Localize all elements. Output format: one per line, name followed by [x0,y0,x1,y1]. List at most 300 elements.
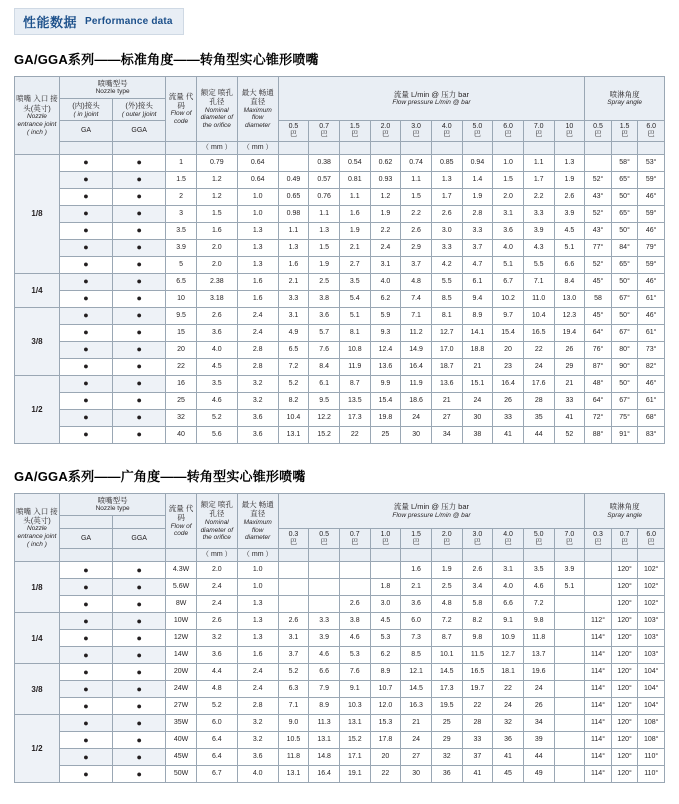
cell-flow-1.5: 3.5 [339,273,370,290]
th2-max-flow-diameter: 最大 畅通 直径 Maximum flow diameter [237,493,278,549]
table-row [15,579,665,596]
cell-flow-4.0: 3.3 [431,239,462,256]
cell-angle-0.3 [585,562,612,579]
cell-code: 25 [166,392,197,409]
table-row [15,409,665,426]
cell-flow-1.5: 30 [401,766,432,783]
cell-angle-0.3: 114° [585,766,612,783]
cell-flow-6.0: 16.4 [493,375,524,392]
cell-flow-0.7: 9.5 [309,392,340,409]
cell-flow-5.0: 4.7 [462,256,493,273]
cell-angle-0.7: 120° [611,579,638,596]
cell-code: 22 [166,358,197,375]
th-a-1: 1.5 巴 [611,121,638,141]
cell-flow-1.0: 17.8 [370,732,401,749]
cell-flow-3.0: 8.2 [462,613,493,630]
cell-gga-dot: ● [113,596,166,613]
table-row [15,341,665,358]
cell-ga-dot: ● [59,664,112,681]
cell-ga-dot: ● [59,188,112,205]
cell-ga-dot: ● [59,732,112,749]
cell-angle-6.0: 46° [638,188,665,205]
cell-gga-dot: ● [113,392,166,409]
cell-flow-3.0: 4.8 [401,273,432,290]
row-group-entrance: 1/8 [15,154,60,273]
cell-ga-dot: ● [59,239,112,256]
cell-flow-2.0: 10.1 [431,647,462,664]
cell-ga-dot: ● [59,222,112,239]
cell-gga-dot: ● [113,562,166,579]
cell-flow-0.5: 3.9 [309,630,340,647]
cell-flow-10: 4.5 [554,222,585,239]
th-ga: GA [59,121,112,141]
cell-flow-7.0: 2.2 [523,188,554,205]
cell-flow-0.5: 2.1 [278,273,309,290]
cell-flow-7.0: 24 [523,358,554,375]
cell-flow-0.5: 4.6 [309,647,340,664]
cell-code: 3.9 [166,239,197,256]
cell-flow-10: 1.3 [554,154,585,171]
cell-angle-1.5: 67° [611,324,638,341]
cell-flow-3.0: 2.2 [401,205,432,222]
cell-code: 45W [166,749,197,766]
cell-flow-0.7: 17.1 [339,749,370,766]
th2-p-9: 7.0 巴 [554,528,585,548]
cell-gga-dot: ● [113,664,166,681]
th2-flow-code: 流量 代码 Flow of code [166,493,197,549]
cell-ga-dot: ● [59,324,112,341]
cell-angle-6.0: 83° [638,426,665,443]
table-standard-angle-body [15,154,665,443]
cell-maxflow: 3.2 [237,392,278,409]
th-gga: GGA [113,121,166,141]
cell-nominal: 2.4 [196,596,237,613]
row-group-entrance: 1/2 [15,715,60,783]
cell-flow-0.7: 8.4 [309,358,340,375]
cell-flow-1.5: 1.1 [339,188,370,205]
cell-flow-0.5: 13.1 [278,426,309,443]
cell-gga-dot: ● [113,766,166,783]
cell-nominal: 4.0 [196,341,237,358]
row-group-entrance: 1/8 [15,562,60,613]
cell-flow-1.5: 8.7 [339,375,370,392]
th2-a-2: 6.0 巴 [638,528,665,548]
cell-gga-dot: ● [113,613,166,630]
th2-p-7: 4.0 巴 [493,528,524,548]
cell-gga-dot: ● [113,375,166,392]
cell-angle-6.0: 103° [638,630,665,647]
cell-gga-dot: ● [113,171,166,188]
cell-angle-1.5: 90° [611,358,638,375]
cell-ga-dot: ● [59,171,112,188]
banner-title-en: Performance data [85,16,173,27]
cell-flow-7.0: 35 [523,409,554,426]
th2-p-1: 0.5 巴 [309,528,340,548]
cell-flow-6.0: 23 [493,358,524,375]
cell-angle-1.5: 58° [611,154,638,171]
cell-ga-dot: ● [59,341,112,358]
cell-flow-2.0: 2.5 [431,579,462,596]
cell-flow-0.5: 14.8 [309,749,340,766]
cell-code: 15 [166,324,197,341]
cell-flow-1.5: 27 [401,749,432,766]
cell-flow-2.0: 0.62 [370,154,401,171]
th-inner-joint: (内)接头 ( in )joint [59,99,112,121]
cell-flow-1.5: 1.9 [339,222,370,239]
cell-flow-4.0: 13.6 [431,375,462,392]
table-row [15,324,665,341]
cell-flow-5.0: 9.8 [523,613,554,630]
cell-flow-1.0: 12.0 [370,698,401,715]
cell-maxflow: 4.0 [237,766,278,783]
cell-flow-0.7: 10.3 [339,698,370,715]
cell-flow-10: 2.6 [554,188,585,205]
cell-code: 12W [166,630,197,647]
table-row [15,358,665,375]
cell-gga-dot: ● [113,647,166,664]
cell-angle-6.0: 104° [638,664,665,681]
table-row [15,171,665,188]
cell-flow-7.0: 17.6 [523,375,554,392]
cell-flow-4.0: 12.7 [431,324,462,341]
table-row [15,205,665,222]
cell-flow-5.0: 44 [523,749,554,766]
th-p-7: 6.0 巴 [493,121,524,141]
cell-angle-0.5: 45° [585,307,612,324]
th2-p-2: 0.7 巴 [339,528,370,548]
cell-code: 4.3W [166,562,197,579]
cell-flow-10: 52 [554,426,585,443]
cell-maxflow: 1.3 [237,630,278,647]
cell-angle-6.0: 103° [638,613,665,630]
cell-maxflow: 2.8 [237,341,278,358]
cell-maxflow: 2.8 [237,698,278,715]
table-row [15,188,665,205]
cell-flow-10: 5.1 [554,239,585,256]
cell-angle-0.7: 120° [611,664,638,681]
cell-flow-1.5: 2.7 [339,256,370,273]
cell-maxflow: 1.3 [237,596,278,613]
cell-flow-3.0: 41 [462,766,493,783]
table-row [15,426,665,443]
cell-flow-1.5: 7.3 [401,630,432,647]
cell-flow-7.0: 3.9 [554,562,585,579]
cell-gga-dot: ● [113,749,166,766]
cell-nominal: 4.8 [196,681,237,698]
cell-flow-6.0: 20 [493,341,524,358]
cell-flow-3.0: 18.6 [401,392,432,409]
cell-flow-6.0: 2.0 [493,188,524,205]
cell-flow-1.5: 12.1 [401,664,432,681]
cell-flow-5.0: 14.1 [462,324,493,341]
cell-code: 40 [166,426,197,443]
table-row [15,681,665,698]
cell-code: 1 [166,154,197,171]
cell-flow-2.0: 17.3 [431,681,462,698]
cell-angle-0.5: 45° [585,273,612,290]
cell-code: 20W [166,664,197,681]
table-row [15,222,665,239]
cell-ga-dot: ● [59,392,112,409]
row-group-entrance: 3/8 [15,307,60,375]
cell-flow-0.5: 7.2 [278,358,309,375]
th-unit-code [166,141,197,154]
cell-angle-6.0: 103° [638,647,665,664]
cell-gga-dot: ● [113,239,166,256]
th-a-0: 0.5 巴 [585,121,612,141]
cell-flow-1.5: 22 [339,426,370,443]
cell-angle-0.7: 120° [611,562,638,579]
cell-angle-6.0: 46° [638,222,665,239]
cell-flow-0.5: 5.2 [278,375,309,392]
cell-code: 20 [166,341,197,358]
cell-flow-0.7: 6.1 [309,375,340,392]
cell-angle-0.3: 114° [585,664,612,681]
cell-angle-0.5: 43° [585,222,612,239]
th-p-2: 1.5 巴 [339,121,370,141]
cell-maxflow: 3.2 [237,732,278,749]
cell-maxflow: 3.6 [237,749,278,766]
cell-angle-0.3: 114° [585,749,612,766]
th2-unit-nominal: （ mm ） [196,549,237,562]
cell-nominal: 1.5 [196,205,237,222]
cell-maxflow: 3.2 [237,715,278,732]
cell-flow-7.0 [554,681,585,698]
cell-maxflow: 1.0 [237,205,278,222]
cell-flow-4.0: 4.0 [493,579,524,596]
cell-angle-6.0: 108° [638,732,665,749]
cell-flow-6.0: 3.6 [493,222,524,239]
cell-code: 10 [166,290,197,307]
cell-flow-5.0: 24 [462,392,493,409]
bottom-spacer [0,783,679,801]
th2-p-3: 1.0 巴 [370,528,401,548]
cell-flow-0.7: 1.3 [309,222,340,239]
cell-flow-3.0: 19.7 [462,681,493,698]
th-p-8: 7.0 巴 [523,121,554,141]
cell-angle-0.3 [585,579,612,596]
th2-p-6: 3.0 巴 [462,528,493,548]
cell-flow-4.0: 12.7 [493,647,524,664]
banner-title-cn: 性能数据 [23,15,78,30]
cell-nominal: 2.6 [196,613,237,630]
table-row [15,375,665,392]
cell-angle-6.0: 104° [638,681,665,698]
cell-angle-0.7: 120° [611,766,638,783]
cell-flow-0.3: 11.8 [278,749,309,766]
cell-flow-2.0: 32 [431,749,462,766]
cell-angle-6.0: 59° [638,205,665,222]
table-wide-angle [14,493,665,784]
cell-gga-dot: ● [113,698,166,715]
cell-nominal: 5.2 [196,409,237,426]
cell-flow-10: 12.3 [554,307,585,324]
th-p-0: 0.5 巴 [278,121,309,141]
cell-flow-0.3: 5.2 [278,664,309,681]
cell-angle-0.5: 52° [585,171,612,188]
cell-flow-7.0 [554,715,585,732]
cell-flow-0.7: 9.1 [339,681,370,698]
cell-flow-10: 6.6 [554,256,585,273]
cell-maxflow: 2.4 [237,307,278,324]
cell-nominal: 2.0 [196,562,237,579]
cell-nominal: 2.0 [196,256,237,273]
performance-data-banner [14,8,184,35]
cell-flow-1.5: 17.3 [339,409,370,426]
cell-flow-0.3: 3.1 [278,630,309,647]
cell-angle-6.0: 61° [638,392,665,409]
table-row [15,256,665,273]
cell-angle-0.5: 64° [585,324,612,341]
cell-angle-1.5: 50° [611,307,638,324]
th2-p-0: 0.3 巴 [278,528,309,548]
cell-flow-6.0: 1.5 [493,171,524,188]
cell-flow-5.0: 1.4 [462,171,493,188]
cell-flow-2.0: 13.6 [370,358,401,375]
cell-flow-1.5: 21 [401,715,432,732]
cell-flow-3.0: 2.6 [462,562,493,579]
cell-gga-dot: ● [113,358,166,375]
cell-flow-7.0 [554,766,585,783]
cell-flow-3.0: 3.7 [401,256,432,273]
cell-flow-3.0: 0.74 [401,154,432,171]
table-row [15,766,665,783]
th2-nozzle-type: 喷嘴型号 Nozzle type [59,493,165,515]
cell-angle-0.5: 64° [585,392,612,409]
cell-flow-3.0: 11.5 [462,647,493,664]
cell-flow-3.0: 1.5 [401,188,432,205]
th2-a-1: 0.7 巴 [611,528,638,548]
cell-flow-0.5: 1.3 [278,239,309,256]
cell-flow-1.0: 20 [370,749,401,766]
cell-flow-0.5: 0.49 [278,171,309,188]
cell-flow-4.0: 6.6 [493,596,524,613]
cell-flow-0.5: 7.9 [309,681,340,698]
cell-maxflow: 1.6 [237,273,278,290]
table-row [15,749,665,766]
th2-a-0: 0.3 巴 [585,528,612,548]
cell-flow-7.0 [554,664,585,681]
cell-flow-2.0: 15.4 [370,392,401,409]
cell-flow-0.7 [339,579,370,596]
cell-flow-6.0: 9.7 [493,307,524,324]
cell-flow-5.0: 26 [523,698,554,715]
cell-flow-10: 41 [554,409,585,426]
cell-flow-1.0: 1.8 [370,579,401,596]
th-nozzle-type: 喷嘴型号 Nozzle type [59,77,165,99]
cell-gga-dot: ● [113,154,166,171]
cell-flow-0.7: 3.8 [309,290,340,307]
cell-angle-6.0: 79° [638,239,665,256]
cell-flow-2.0: 14.5 [431,664,462,681]
cell-flow-6.0: 4.0 [493,239,524,256]
cell-flow-0.5: 8.9 [309,698,340,715]
cell-flow-2.0: 36 [431,766,462,783]
cell-angle-0.7: 120° [611,630,638,647]
cell-flow-1.0: 22 [370,766,401,783]
cell-nominal: 2.6 [196,307,237,324]
cell-flow-0.7: 7.6 [309,341,340,358]
cell-flow-2.0: 19.8 [370,409,401,426]
cell-flow-7.0: 11.0 [523,290,554,307]
cell-flow-0.5 [309,562,340,579]
cell-gga-dot: ● [113,188,166,205]
cell-angle-6.0: 46° [638,375,665,392]
cell-flow-2.0: 19.5 [431,698,462,715]
cell-flow-5.0: 8.9 [462,307,493,324]
cell-nominal: 3.5 [196,375,237,392]
cell-gga-dot: ● [113,732,166,749]
cell-maxflow: 1.3 [237,256,278,273]
cell-flow-4.0: 17.0 [431,341,462,358]
cell-maxflow: 1.3 [237,613,278,630]
cell-gga-dot: ● [113,579,166,596]
cell-flow-5.0: 3.3 [462,222,493,239]
cell-code: 1.5 [166,171,197,188]
cell-flow-5.0: 34 [523,715,554,732]
cell-flow-7.0 [554,698,585,715]
cell-nominal: 6.7 [196,766,237,783]
cell-flow-7.0 [554,749,585,766]
cell-angle-1.5: 67° [611,392,638,409]
table-wide-angle-wrap [14,493,665,784]
th2-p-4: 1.5 巴 [401,528,432,548]
cell-maxflow: 1.0 [237,579,278,596]
cell-maxflow: 2.8 [237,358,278,375]
cell-flow-5.0: 13.7 [523,647,554,664]
cell-flow-6.0: 5.1 [493,256,524,273]
cell-angle-1.5: 50° [611,375,638,392]
table-standard-angle-wrap [14,76,665,444]
cell-flow-0.7: 0.76 [309,188,340,205]
th-nominal-diameter: 额定 喷孔 孔径 Nominal diameter of the orifice [196,77,237,142]
cell-flow-0.5: 16.4 [309,766,340,783]
cell-flow-5.0: 0.94 [462,154,493,171]
cell-flow-1.5: 5.4 [339,290,370,307]
th-outer-joint: (外)接头 ( outer )joint [113,99,166,121]
cell-flow-4.0: 9.1 [493,613,524,630]
cell-angle-1.5: 50° [611,188,638,205]
cell-angle-6.0: 46° [638,307,665,324]
cell-gga-dot: ● [113,256,166,273]
table-row [15,613,665,630]
cell-ga-dot: ● [59,613,112,630]
cell-flow-6.0: 10.2 [493,290,524,307]
cell-angle-6.0: 110° [638,749,665,766]
th-unit-ga [59,141,112,154]
cell-gga-dot: ● [113,222,166,239]
cell-angle-0.3: 114° [585,715,612,732]
th2-ga: GA [59,528,112,548]
cell-flow-3.0: 22 [462,698,493,715]
cell-angle-1.5: 65° [611,205,638,222]
cell-angle-6.0: 68° [638,409,665,426]
cell-flow-5.0: 2.8 [462,205,493,222]
cell-flow-7.0: 4.3 [523,239,554,256]
cell-flow-2.0: 12.4 [370,341,401,358]
cell-flow-2.0: 25 [431,715,462,732]
cell-flow-0.5: 1.6 [278,256,309,273]
cell-flow-5.0: 30 [462,409,493,426]
cell-angle-6.0: 82° [638,358,665,375]
cell-angle-1.5: 67° [611,290,638,307]
cell-gga-dot: ● [113,324,166,341]
cell-flow-2.0: 2.2 [370,222,401,239]
cell-flow-5.0: 49 [523,766,554,783]
cell-nominal: 4.4 [196,664,237,681]
cell-flow-10: 3.9 [554,205,585,222]
cell-flow-7.0: 7.1 [523,273,554,290]
